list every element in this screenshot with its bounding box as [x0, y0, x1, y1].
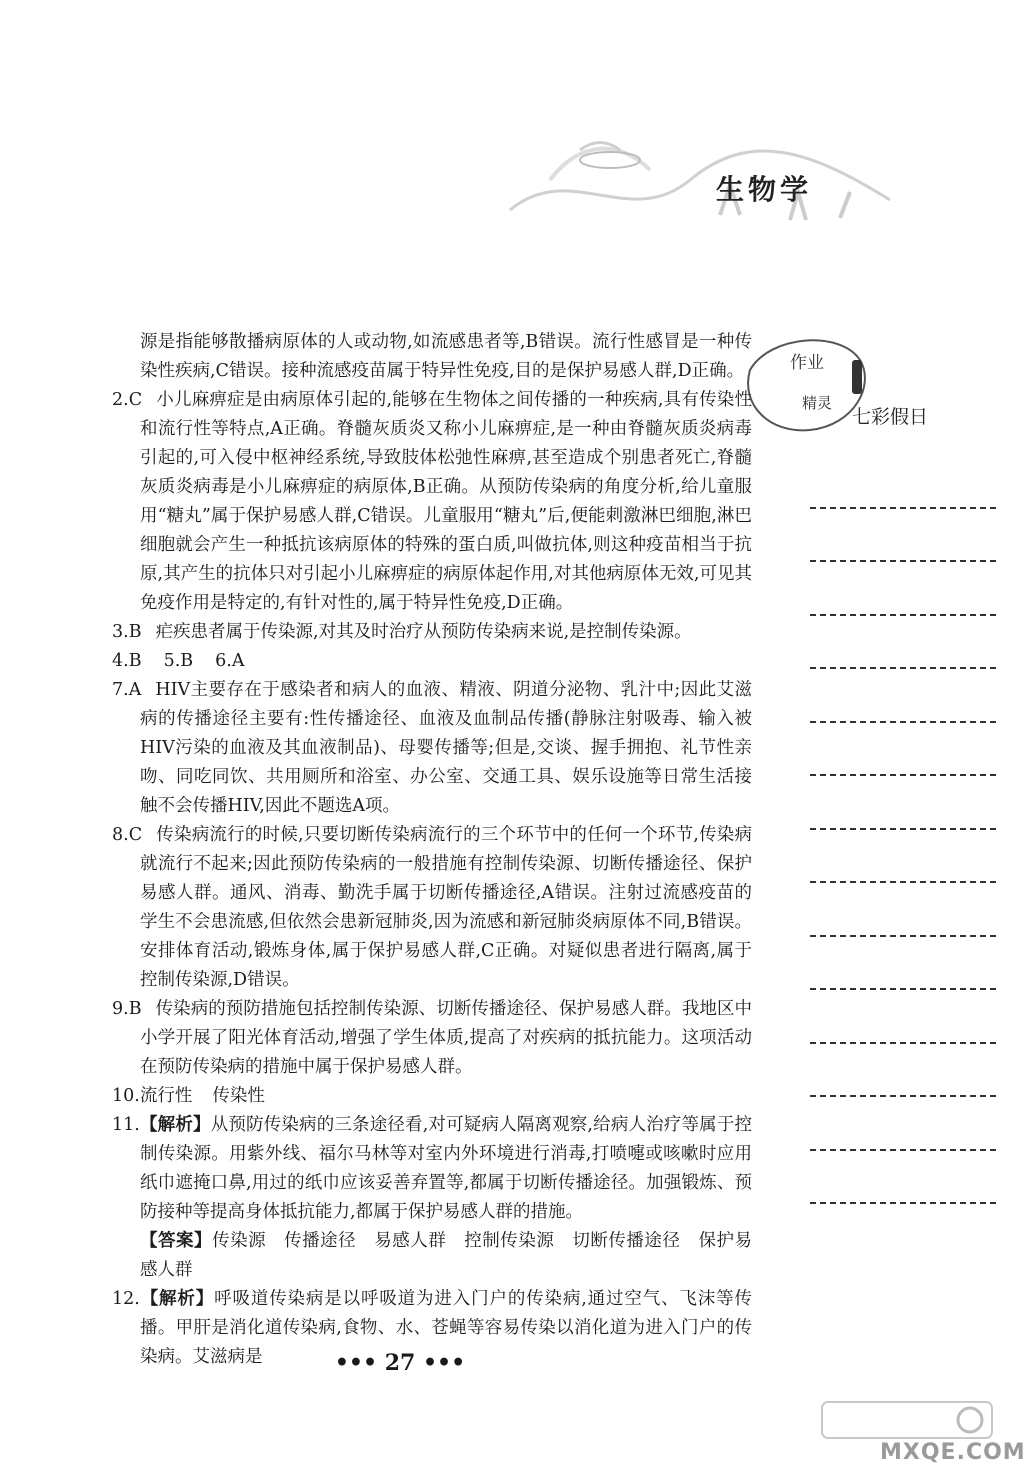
answer-item-11-answer [112, 1227, 752, 1285]
note-line [810, 669, 996, 723]
note-line [810, 883, 996, 937]
answer-tag: 【答案】 [140, 1231, 213, 1251]
analysis-tag: 【解析】 [139, 1115, 211, 1135]
answer-continuation [112, 328, 752, 386]
watermark-text: MXQE.COM [880, 1440, 1026, 1465]
page-number: ••• 27 ••• [334, 1350, 466, 1376]
answer-number: 9.B [112, 999, 142, 1019]
subject-title: 生物学 [716, 173, 813, 206]
answer-number: 4.B [112, 651, 142, 671]
note-line [810, 616, 996, 670]
note-line [810, 509, 996, 563]
answer-item-11 [112, 1111, 752, 1227]
note-line [810, 830, 996, 884]
answer-text: HIV主要存在于感染者和病人的血液、精液、阴道分泌物、乳汁中;因此艾滋病的传播途径主要有:性传播途径、血液及血制品传播(静脉注射吸毒、输入被HIV污染的血液及其血液制品)、母婴传播等;但是,交谈、握手拥抱、礼节性亲吻、同吃同饮、共用厕所和浴室、办公室、交通工具、娱乐设施等日常生活接触不会传播HIV,因此不题选A项。 [140, 680, 752, 816]
answer-number: 12. [112, 1289, 140, 1309]
note-line [810, 723, 996, 777]
answer-text: 传染病流行的时候,只要切断传染病流行的三个环节中的任何一个环节,传染病就流行不起来;因此预防传染病的一般措施有控制传染源、切断传播途径、保护易感人群。通风、消毒、勤洗手属于切断传播途径,A错误。注射过流感疫苗的学生不会患流感,但依然会患新冠肺炎,因为流感和新冠肺炎病原体不同,B错误。安排体育活动,锻炼身体,属于保护易感人群,C正确。对疑似患者进行隔离,属于控制传染源,D错误。 [140, 825, 752, 990]
answer-number: 8.C [112, 825, 143, 845]
answer-text: 疟疾患者属于传染源,对其及时治疗从预防传染病来说,是控制传染源。 [155, 622, 692, 642]
answer-item-4-6 [112, 647, 752, 676]
stamp-text-top: 作业 [790, 353, 824, 373]
answer-text: 小儿麻痹症是由病原体引起的,能够在生物体之间传播的一种疾病,具有传染性和流行性等特点,A正确。脊髓灰质炎又称小儿麻痹症,是一种由脊髓灰质炎病毒引起的,可入侵中枢神经系统,导致肢体松弛性麻痹,甚至造成个别患者死亡,脊髓灰质炎病毒是小儿麻痹症的病原体,B正确。从预防传染病的角度分析,给儿童服用“糖丸”属于保护易感人群,C错误。儿童服用“糖丸”后,便能刺激淋巴细胞,淋巴细胞就会产生一种抵抗该病原体的特殊的蛋白质,叫做抗体,则这种疫苗相当于抗原,其产生的抗体只对引起小儿麻痹症的病原体起作用,对其他病原体无效,可见其免疫作用是特定的,有针对性的,属于特异性免疫,D正确。 [140, 390, 752, 613]
note-line [810, 1044, 996, 1098]
note-line [810, 455, 996, 509]
note-line [810, 937, 996, 991]
answer-item-7 [112, 676, 752, 821]
answer-item-10 [112, 1082, 752, 1111]
answer-text: 源是指能够散播病原体的人或动物,如流感患者等,B错误。流行性感冒是一种传染性疾病,C错误。接种流感疫苗属于特异性免疫,目的是保护易感人群,D正确。 [140, 332, 752, 381]
answer-text: 呼吸道传染病是以呼吸道为进入门户的传染病,通过空气、飞沫等传播。甲肝是消化道传染病,食物、水、苍蝇等容易传染以消化道为进入门户的传染病。艾滋病是 [140, 1289, 753, 1367]
answer-item-2 [112, 386, 752, 618]
answer-text: 传染病的预防措施包括控制传染源、切断传播途径、保护易感人群。我地区中小学开展了阳光体育活动,增强了学生体质,提高了对疾病的抵抗能力。这项活动在预防传染病的措施中属于保护易感人群。 [140, 999, 752, 1077]
stamp-text-bottom: 精灵 [802, 394, 833, 412]
answer-number: 7.A [112, 680, 142, 700]
answer-text: 传染性 [212, 1086, 265, 1106]
answer-text: 从预防传染病的三条途径看,对可疑病人隔离观察,给病人治疗等属于控制传染源。用紫外线、福尔马林等对室内外环境进行消毒,打喷嚏或咳嗽时应用纸巾遮掩口鼻,用过的纸巾应该妥善弃置等,都属于切断传播途径。加强锻炼、预防接种等提高身体抵抗能力,都属于保护易感人群的措施。 [140, 1115, 753, 1222]
note-lines [810, 455, 996, 1204]
answer-text: 传染源 传播途径 易感人群 控制传染源 切断传播途径 保护易感人群 [140, 1231, 752, 1280]
note-line [810, 776, 996, 830]
answer-item-9 [112, 995, 752, 1082]
note-line [810, 1097, 996, 1151]
answer-number: 2.C [112, 390, 143, 410]
answer-text: 流行性 [139, 1086, 193, 1106]
answer-number: 5.B [163, 651, 194, 671]
note-line [810, 990, 996, 1044]
answer-item-8 [112, 821, 752, 995]
sidebar-title: 七彩假日 [852, 406, 929, 428]
answer-content [112, 328, 752, 1372]
answer-number: 6.A [215, 651, 245, 671]
header-decoration-graphic [490, 120, 910, 240]
answer-number: 10. [112, 1086, 140, 1106]
answer-number: 3.B [112, 622, 142, 642]
answer-number: 11. [112, 1115, 140, 1135]
note-line [810, 562, 996, 616]
answer-item-3 [112, 618, 752, 647]
analysis-tag: 【解析】 [139, 1289, 215, 1309]
note-line [810, 1151, 996, 1205]
